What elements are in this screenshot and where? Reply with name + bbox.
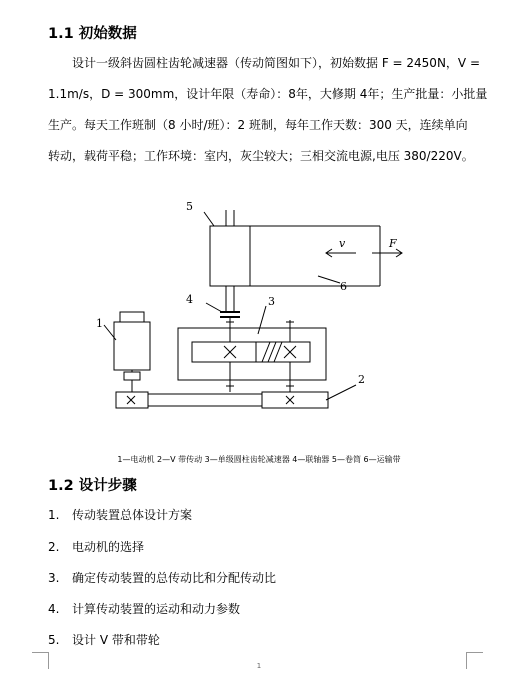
list-item-text: 计算传动装置的运动和动力参数 <box>72 602 241 616</box>
list-item <box>48 631 160 648</box>
label-5-leader <box>204 212 214 226</box>
paragraph-line: 转动，载荷平稳；工作环境：室内，灰尘较大；三相交流电源,电压 380/220V。 <box>48 149 474 163</box>
transmission-diagram <box>80 188 420 418</box>
motor <box>114 322 150 370</box>
label-2: 2 <box>358 373 365 386</box>
label-6-leader <box>318 276 340 283</box>
list-item <box>48 538 144 555</box>
list-item-text: 传动装置总体设计方案 <box>72 508 193 522</box>
large-pulley <box>262 392 328 408</box>
velocity-label: v <box>339 237 346 250</box>
section-heading-initial-data: 1.1 初始数据 <box>48 26 137 42</box>
force-label: F <box>389 237 397 250</box>
paragraph-line: 设计一级斜齿圆柱齿轮减速器（传动简图如下），初始数据 F = 2450N，V = <box>72 56 480 70</box>
label-5: 5 <box>186 200 193 213</box>
list-item-number: 1. <box>48 508 60 522</box>
pinion-gear <box>256 342 310 362</box>
diagram-caption: 1—电动机 2—V 带传动 3—单级圆柱齿轮减速器 4—联轴器 5—卷筒 6—运输带 <box>117 455 401 464</box>
label-2-leader <box>326 385 356 400</box>
list-item-text: 设计 V 带和带轮 <box>72 633 160 647</box>
drum <box>210 226 250 286</box>
label-1: 1 <box>96 317 103 330</box>
list-item-number: 4. <box>48 602 60 616</box>
initial-data-paragraph <box>48 48 488 172</box>
list-item-text: 电动机的选择 <box>72 540 145 554</box>
section-heading-design-steps: 1.2 设计步骤 <box>48 478 137 494</box>
label-6: 6 <box>340 280 347 293</box>
list-item-text: 确定传动装置的总传动比和分配传动比 <box>72 571 277 585</box>
list-item-number: 3. <box>48 571 60 585</box>
label-3: 3 <box>268 295 275 308</box>
paragraph-line: 1.1m/s，D = 300mm，设计年限（寿命）：8年，大修期 4年；生产批量：小批量 <box>48 87 488 101</box>
small-pulley <box>116 392 148 408</box>
list-item <box>48 600 240 617</box>
list-item-number: 2. <box>48 540 60 554</box>
paragraph-line: 生产。每天工作班制（8 小时/班）：2 班制，每年工作天数：300 天，连续单向 <box>48 118 468 132</box>
page-number: 1 <box>256 662 262 670</box>
large-gear <box>192 342 256 362</box>
list-item <box>48 506 192 523</box>
label-4-leader <box>206 303 222 312</box>
label-4: 4 <box>186 293 193 306</box>
list-item-number: 5. <box>48 633 60 647</box>
list-item <box>48 569 276 586</box>
